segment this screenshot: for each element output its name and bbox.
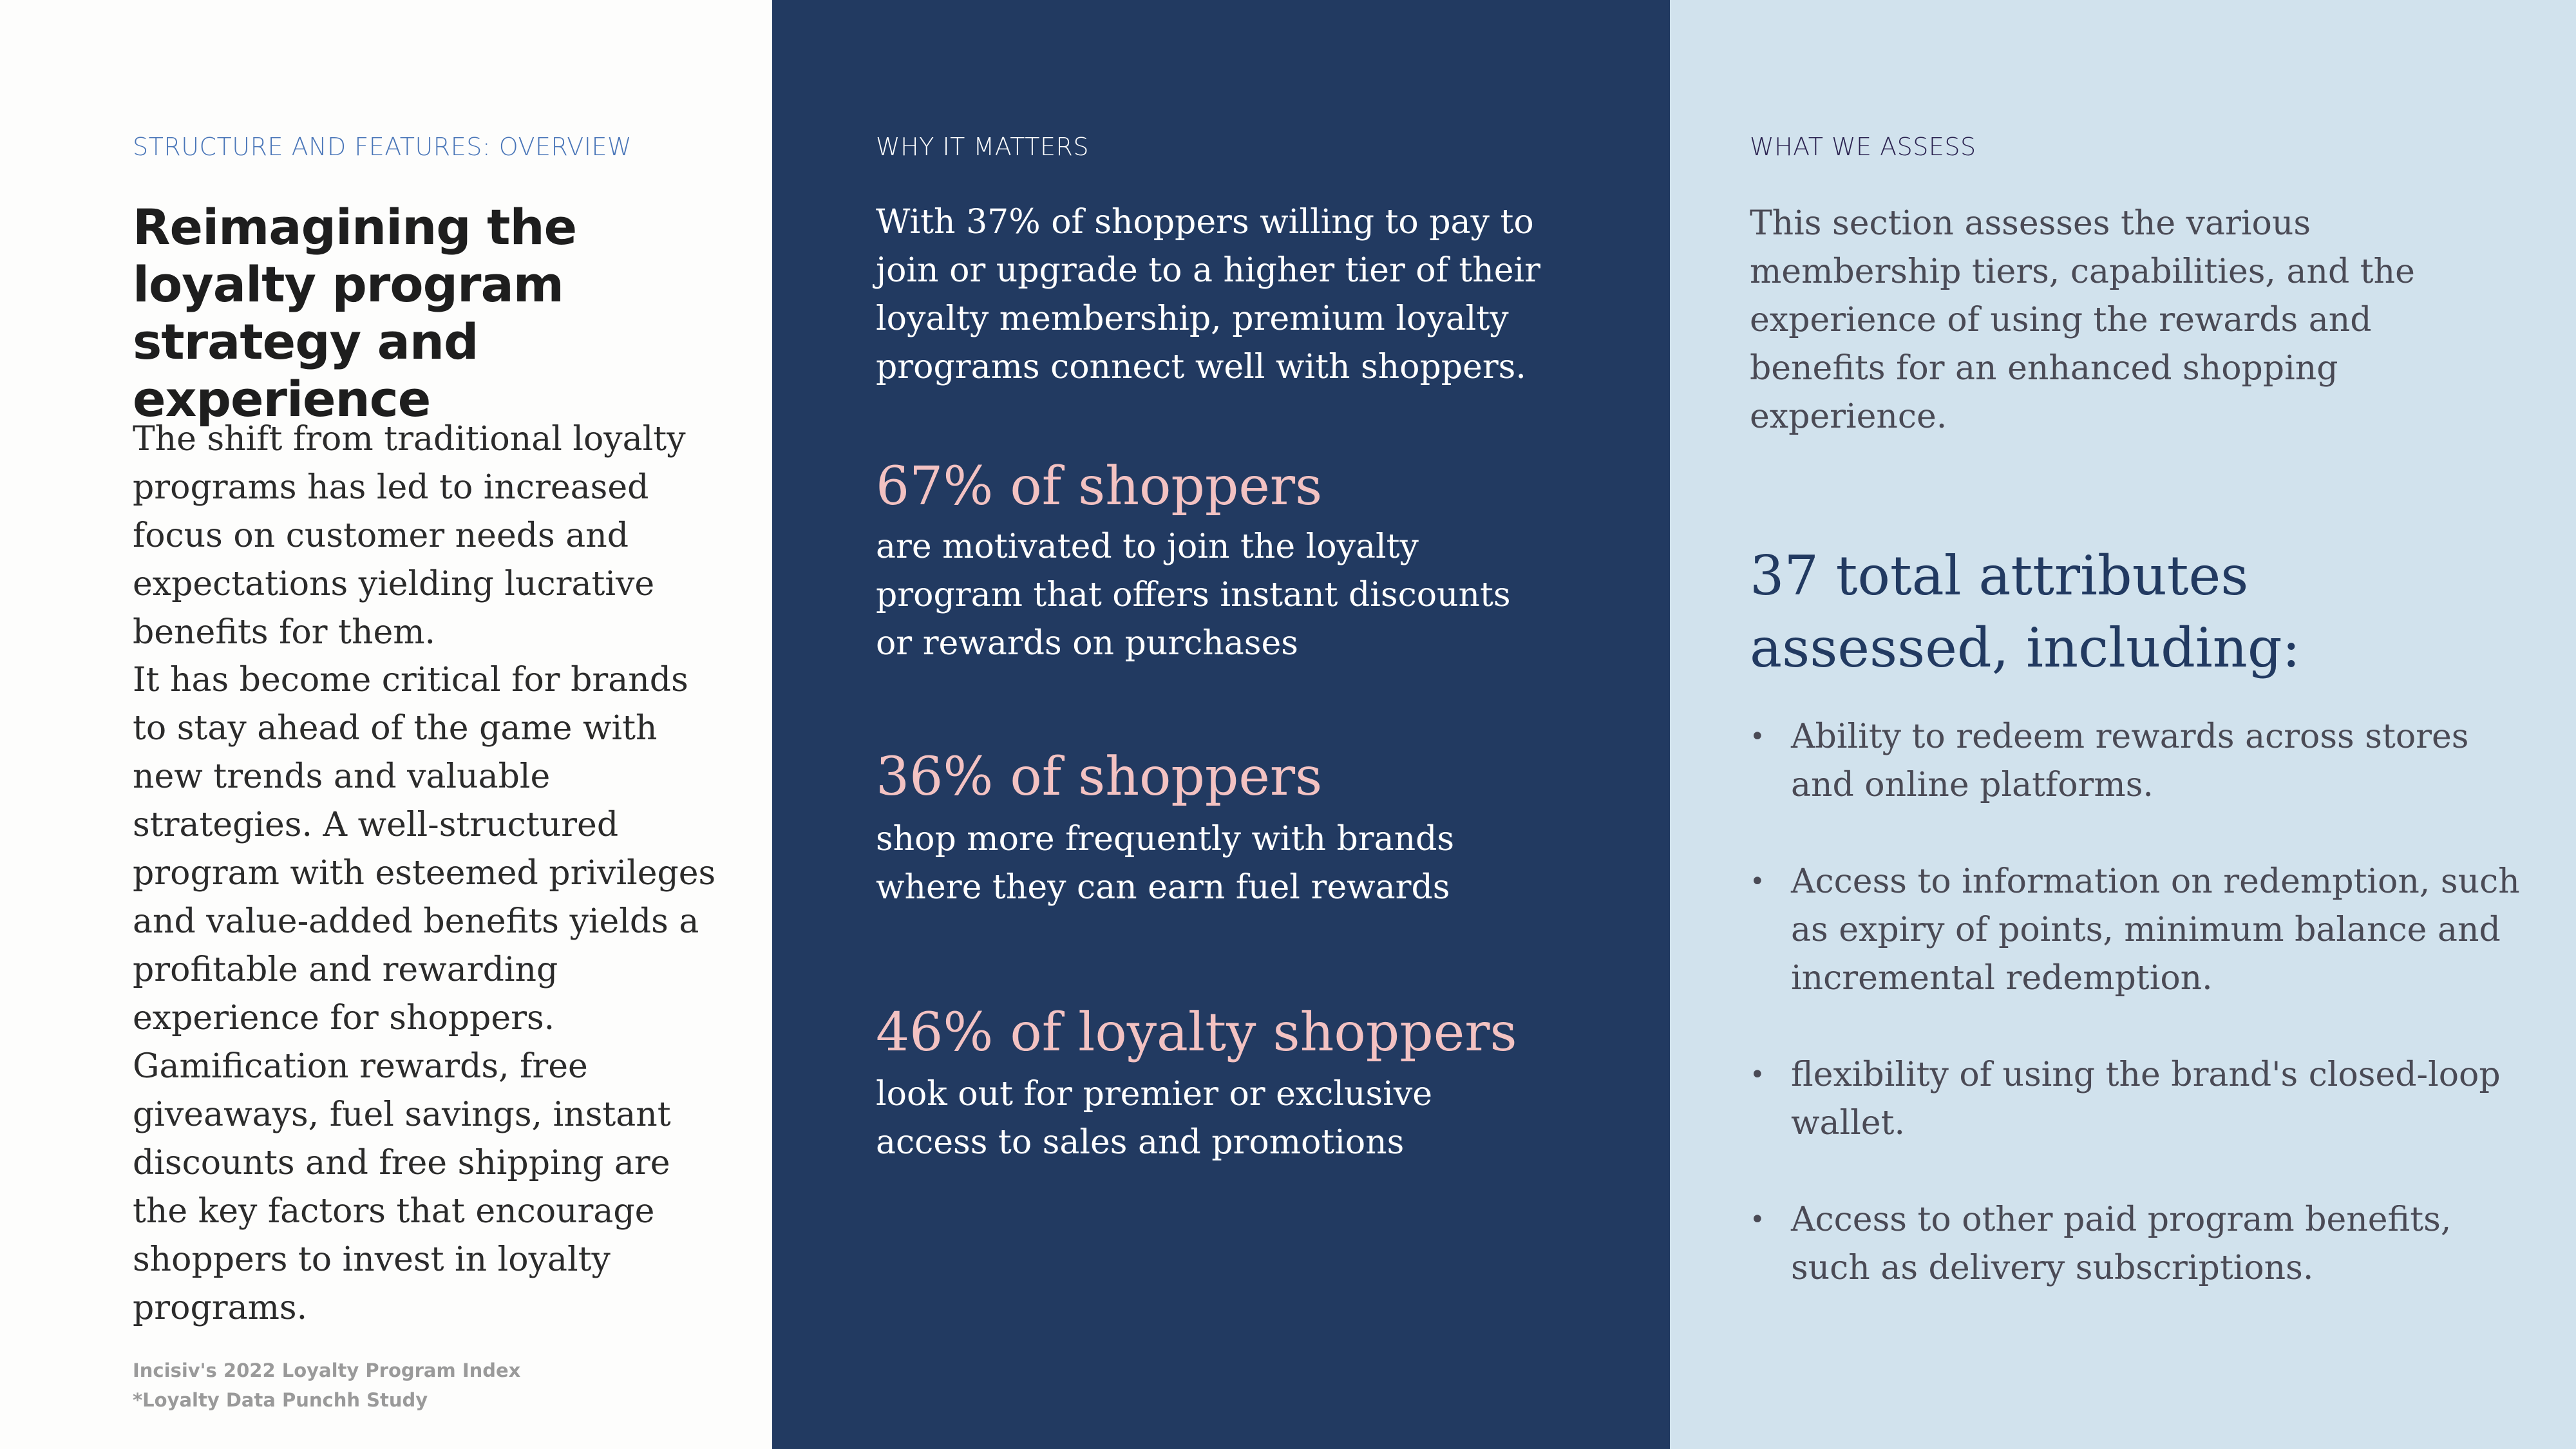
why-it-matters-intro: With 37% of shoppers willing to pay to join or upgrade to a higher tier of their loyalty membership, premium loyalty programs connect well with shoppers. [876, 203, 1541, 386]
overview-paragraph-1: The shift from traditional loyalty programs has led to increased focus on customer needs and expectations yielding lucrative benefits for them. [133, 420, 686, 652]
footnote-study: *Loyalty Data Punchh Study [133, 1389, 428, 1411]
list-item [1750, 1196, 2523, 1293]
list-item-text: flexibility of using the brand's closed-loop wallet. [1791, 1056, 2501, 1142]
list-item [1750, 713, 2523, 810]
stat-description: are motivated to join the loyalty program that offers instant discounts or rewards on purchases [876, 527, 1511, 663]
overview-column [0, 0, 772, 1449]
page-title: Reimagining the loyalty program strategy and experience [133, 198, 577, 428]
list-item-text: Access to other paid program benefits, such as delivery subscriptions. [1791, 1200, 2452, 1287]
stat-description: shop more frequently with brands where they can earn fuel rewards [876, 820, 1455, 907]
list-item-text: Access to information on redemption, such as expiry of points, minimum balance and incremental redemption. [1791, 862, 2520, 998]
what-we-assess-intro: This section assesses the various membership tiers, capabilities, and the experience of using the rewards and benefits for an enhanced shopping experience. [1750, 204, 2415, 436]
bullet-icon: • [1750, 1205, 1765, 1235]
bullet-icon: • [1750, 1060, 1765, 1090]
what-we-assess-column [1670, 0, 2576, 1449]
section-eyebrow: STRUCTURE AND FEATURES: OVERVIEW [133, 133, 632, 161]
bullet-icon: • [1750, 867, 1765, 896]
stat-headline: 46% of loyalty shoppers [876, 1002, 1517, 1063]
attributes-list [1750, 713, 2523, 1341]
footnote-source: Incisiv's 2022 Loyalty Program Index [133, 1359, 521, 1381]
stat-headline: 36% of shoppers [876, 746, 1323, 808]
list-item-text: Ability to redeem rewards across stores and online platforms. [1791, 717, 2469, 804]
section-eyebrow: WHY IT MATTERS [876, 133, 1090, 161]
list-item [1750, 858, 2523, 1003]
overview-paragraph-2: It has become critical for brands to stay ahead of the game with new trends and valuable strategies. A well-structured program with esteemed privileges and value-added benefits yields a profitable and rewarding experience for shoppers. Gamification rewards, free giveaways, fuel savings, instant discounts and free shipping are the key factors that encourage shoppers to invest in loyalty programs. [133, 661, 716, 1327]
bullet-icon: • [1750, 722, 1765, 752]
stat-description: look out for premier or exclusive access to sales and promotions [876, 1075, 1432, 1162]
section-eyebrow: WHAT WE ASSESS [1750, 133, 1976, 161]
source-footnotes [133, 1356, 520, 1415]
list-item [1750, 1051, 2523, 1148]
attributes-heading: 37 total attributes assessed, including: [1750, 544, 2300, 679]
why-it-matters-column [772, 0, 1670, 1449]
stat-headline: 67% of shoppers [876, 456, 1323, 517]
